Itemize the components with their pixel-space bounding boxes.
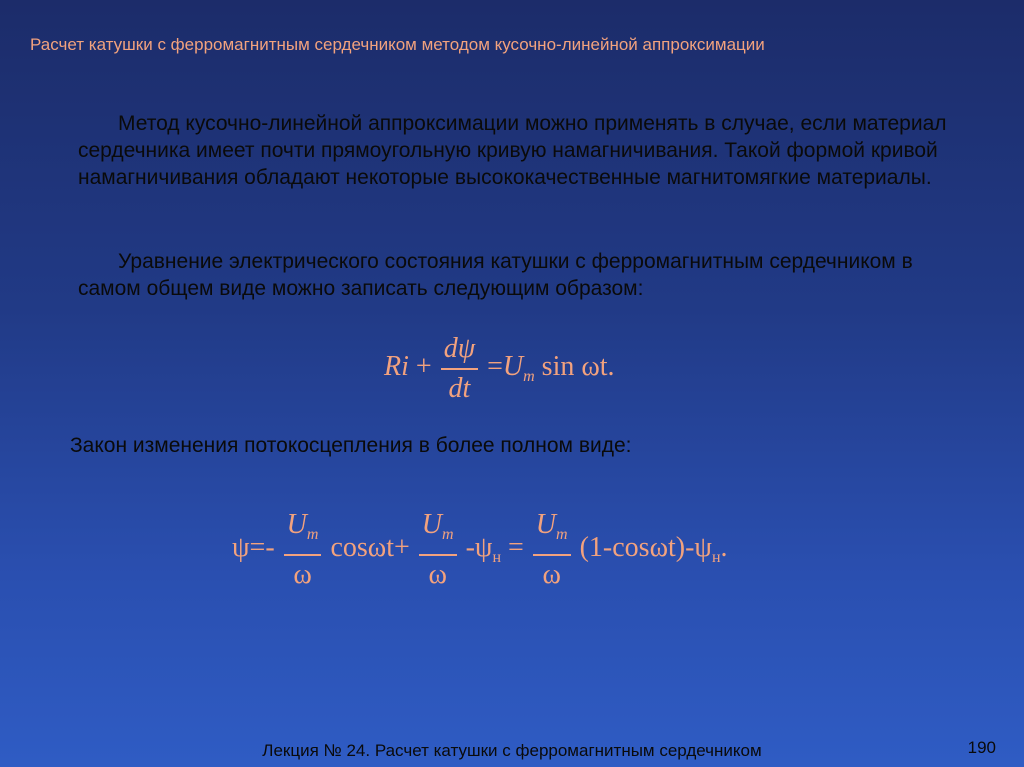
slide-title: Расчет катушки с ферромагнитным сердечником методом кусочно-линейной аппроксимации: [30, 35, 765, 54]
eq1-U: U: [502, 351, 524, 383]
eq1-equals: =: [487, 351, 503, 383]
eq2-fraction-3: [533, 508, 571, 592]
eq2-psi-sub: н: [492, 549, 501, 567]
eq2-frac1-den: ω: [293, 558, 312, 590]
eq2-frac3-sub: m: [556, 526, 568, 543]
eq1-fraction: [441, 332, 478, 406]
eq2-minus-psi: -ψ: [465, 532, 493, 564]
eq2-frac1-num: [284, 508, 322, 554]
eq1-frac-num: dψ: [443, 333, 476, 364]
paragraph-method-text: Метод кусочно-линейной аппроксимации можно применять в случае, если материал сердечника имеет почти прямоугольную кривую намагничивания. Такой формой кривой намагничивания обладают некоторые высококачественные магнитомягкие материалы.: [78, 112, 947, 189]
eq1-plus: +: [415, 351, 432, 383]
eq2-frac3-U: U: [535, 509, 557, 540]
eq2-psi-eq: ψ=-: [232, 532, 275, 564]
equation-electric-state: [384, 332, 615, 406]
eq2-tail-sub: н: [711, 549, 721, 567]
eq1-lhs: Ri: [384, 351, 409, 383]
eq2-frac1-U: U: [286, 509, 307, 540]
eq2-frac3-den: ω: [542, 558, 561, 590]
paragraph-equation-intro: [78, 248, 978, 302]
eq2-frac1-sub: m: [306, 526, 319, 543]
eq2-frac2-den: ω: [428, 558, 447, 590]
eq2-equals: =: [508, 532, 524, 564]
paragraph-method: [78, 110, 978, 191]
eq2-fraction-2: [419, 508, 457, 592]
equation-flux-linkage: [232, 508, 728, 592]
eq1-frac-den: dt: [448, 372, 471, 404]
eq1-rhs: sin ωt.: [541, 351, 615, 383]
eq1-U-sub: m: [523, 368, 535, 386]
paragraph-equation-intro-text: Уравнение электрического состояния катушки с ферромагнитным сердечником в самом общем виде можно записать следующим образом:: [78, 250, 913, 300]
eq2-cos-term: cosωt+: [330, 532, 410, 564]
eq2-frac2-U: U: [421, 509, 443, 540]
eq2-tail: (1-cosωt)-ψ: [579, 532, 712, 564]
eq2-fraction-1: [284, 508, 322, 592]
eq2-frac3-num: [533, 508, 571, 554]
page-number: 190: [967, 738, 996, 757]
law-text: Закон изменения потокосцепления в более полном виде:: [70, 434, 632, 457]
slide-footer: Лекция № 24. Расчет катушки с ферромагнитным сердечником: [262, 741, 762, 760]
eq2-frac2-sub: m: [442, 526, 454, 543]
eq2-frac2-num: [419, 508, 457, 554]
eq2-dot: .: [720, 532, 728, 564]
